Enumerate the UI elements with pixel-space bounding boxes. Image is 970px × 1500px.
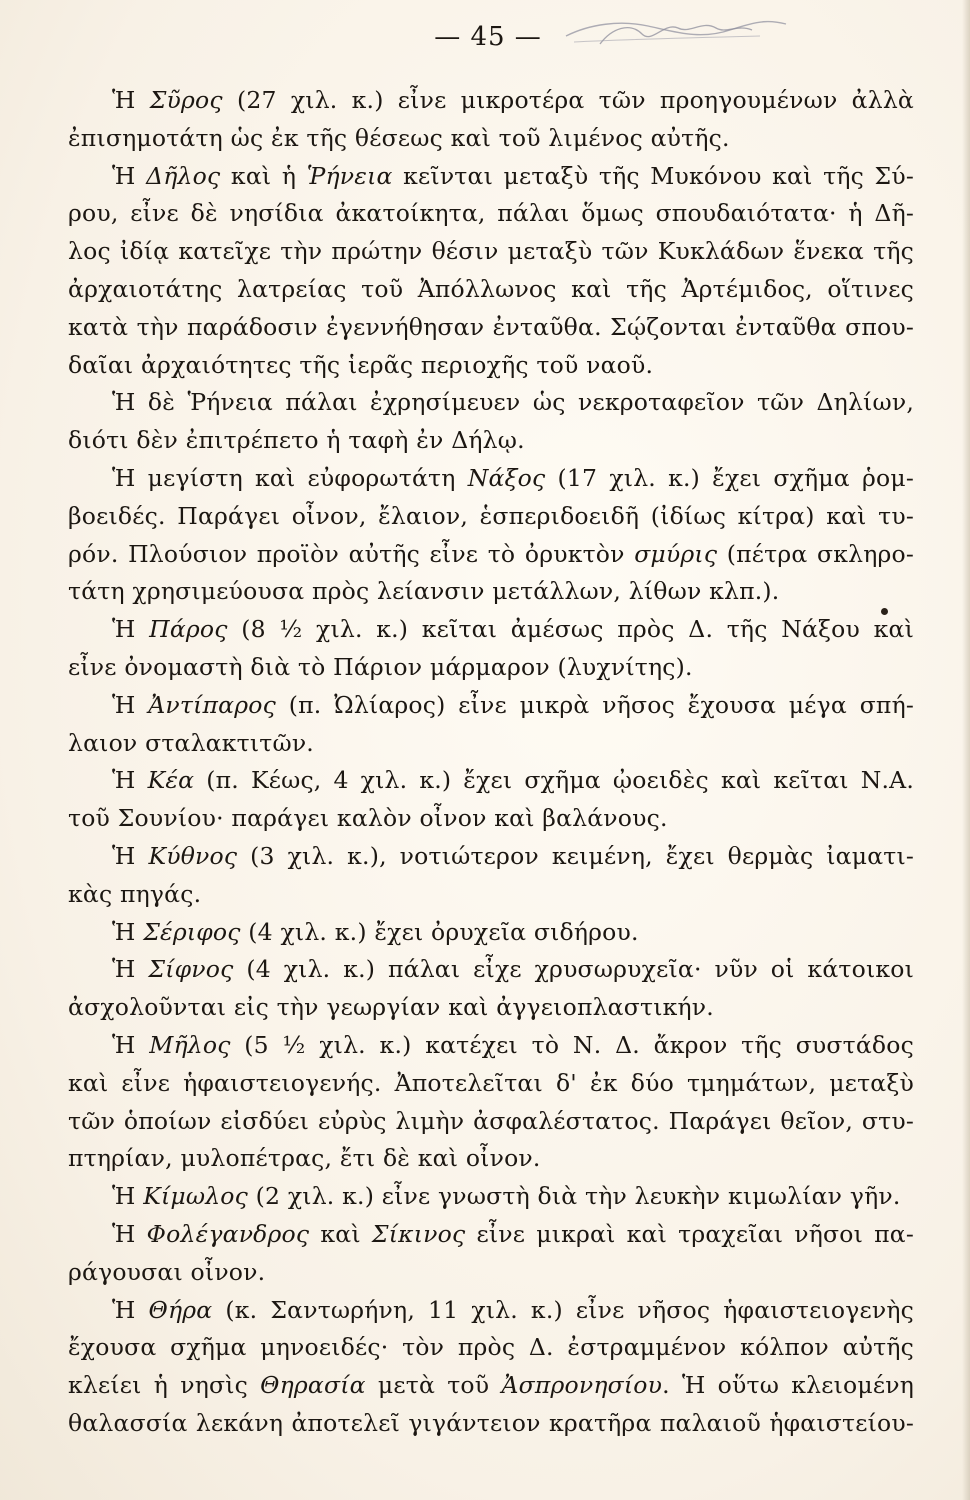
text-run: (π. Κέως, 4 χιλ. κ.) ἔχει σχῆμα ᾠοειδὲς καὶ κεῖται Ν.Α. xyxy=(194,766,914,795)
text-line xyxy=(68,762,914,800)
text-run: ἔχουσα σχῆμα μηνοειδές· τὸν πρὸς Δ. ἐστραμμένον κόλπον αὐτῆς xyxy=(68,1333,914,1362)
text-run: (17 χιλ. κ.) ἔχει σχῆμα ῥομ- xyxy=(545,463,914,492)
text-line xyxy=(68,687,914,725)
text-run: Ἡ xyxy=(112,841,149,870)
ink-spot xyxy=(881,608,888,615)
italic-place-name: Πάρος xyxy=(149,615,228,644)
italic-place-name: Φολέγανδρος xyxy=(146,1219,310,1248)
text-line xyxy=(68,573,914,611)
text-run: ἀρχαιοτάτης λατρείας τοῦ Ἀπόλλωνος καὶ τῆς Ἀρτέμιδος, οἵτινες xyxy=(68,274,914,303)
text-run: καὶ ἡ xyxy=(220,161,307,190)
text-line xyxy=(68,422,914,460)
text-run: Ἡ xyxy=(112,615,150,644)
text-run: Ἡ μεγίστη καὶ εὐφορωτάτη xyxy=(112,463,468,492)
text-run: κατὰ τὴν παράδοσιν ἐγεννήθησαν ἐνταῦθα. Σῴζονται ἐνταῦθα σπου- xyxy=(68,312,914,341)
text-line xyxy=(68,384,914,422)
body-text xyxy=(68,82,914,1443)
italic-place-name: Ἀντίπαρος xyxy=(148,690,276,719)
page-header xyxy=(0,14,970,58)
text-run: Ἡ δὲ Ῥήνεια πάλαι ἐχρησίμευεν ὡς νεκροταφεῖον τῶν Δηλίων, xyxy=(112,388,914,417)
text-run: βοειδές. Παράγει οἶνον, ἔλαιον, ἑσπεριδοειδῆ (ἰδίως κίτρα) καὶ τυ- xyxy=(68,501,914,530)
italic-place-name: Σίκινος xyxy=(371,1219,466,1248)
text-run: ράγουσαι οἶνον. xyxy=(68,1257,266,1286)
text-run: θαλασσία λεκάνη ἀποτελεῖ γιγάντειον κρατῆρα παλαιοῦ ἡφαιστείου- xyxy=(68,1408,914,1437)
text-run: τάτη χρησιμεύουσα πρὸς λείανσιν μετάλλων, λίθων κλπ.). xyxy=(68,577,780,606)
text-line xyxy=(68,271,914,309)
text-run: ἐπισημοτάτη ὡς ἐκ τῆς θέσεως καὶ τοῦ λιμένος αὐτῆς. xyxy=(68,123,730,152)
italic-place-name: Δῆλος xyxy=(146,161,221,190)
text-line xyxy=(68,838,914,876)
text-run: (27 χιλ. κ.) εἶνε μικροτέρα τῶν προηγουμένων ἀλλὰ xyxy=(222,86,914,114)
italic-place-name: Μῆλος xyxy=(149,1030,231,1059)
text-run: λαιον σταλακτιτῶν. xyxy=(68,728,314,757)
text-run: εἶνε μικραὶ καὶ τραχεῖαι νῆσοι πα- xyxy=(465,1219,914,1248)
text-run: Ἡ xyxy=(112,917,144,946)
text-run: (4 χιλ. κ.) ἔχει ὀρυχεῖα σιδήρου. xyxy=(240,917,639,946)
text-line xyxy=(68,725,914,763)
text-run: (πέτρα σκληρο- xyxy=(717,539,914,568)
text-line xyxy=(68,1065,914,1103)
text-line xyxy=(68,1367,914,1405)
text-line xyxy=(68,1292,914,1330)
text-run: κεῖνται μεταξὺ τῆς Μυκόνου καὶ τῆς Σύ- xyxy=(392,161,914,190)
text-run: Ἡ xyxy=(112,955,149,984)
text-run: μετὰ τοῦ xyxy=(365,1371,502,1400)
text-run: (π. Ὠλίαρος) εἶνε μικρὰ νῆσος ἔχουσα μέγα σπή- xyxy=(275,690,914,719)
italic-place-name: Νάξος xyxy=(467,463,546,492)
text-line xyxy=(68,1103,914,1141)
text-line xyxy=(68,347,914,385)
text-line xyxy=(68,1405,914,1443)
text-run: λος ἰδίᾳ κατεῖχε τὴν πρώτην θέσιν μεταξὺ τῶν Κυκλάδων ἕνεκα τῆς xyxy=(68,237,914,266)
text-line xyxy=(68,460,914,498)
text-run: . Ἡ οὕτω κλειομένη xyxy=(662,1371,914,1400)
text-run: ρου, εἶνε δὲ νησίδια ἀκατοίκητα, πάλαι ὅμως σπουδαιότατα· ἡ Δῆ- xyxy=(68,199,914,228)
text-run: Ἡ xyxy=(112,1182,144,1211)
text-run: Ἡ xyxy=(112,86,150,114)
text-line xyxy=(68,649,914,687)
handwritten-signature xyxy=(560,14,790,50)
text-line xyxy=(68,195,914,233)
text-line xyxy=(68,800,914,838)
text-line xyxy=(68,158,914,196)
text-run: Ἡ xyxy=(112,1295,149,1324)
text-line xyxy=(68,876,914,914)
text-line xyxy=(68,611,914,649)
text-run: πτηρίαν, μυλοπέτρας, ἔτι δὲ καὶ οἶνον. xyxy=(68,1144,541,1173)
text-run: ρόν. Πλούσιον προϊὸν αὐτῆς εἶνε τὸ ὀρυκτὸν xyxy=(68,539,635,568)
text-line xyxy=(68,1027,914,1065)
text-run: καὶ xyxy=(309,1219,372,1248)
text-line xyxy=(68,951,914,989)
italic-place-name: Κίμωλος xyxy=(143,1182,248,1211)
scan-edge-shadow xyxy=(962,0,970,1500)
italic-place-name: Σέριφος xyxy=(143,917,241,946)
text-run: Ἡ xyxy=(112,161,147,190)
italic-place-name: Ῥήνεια xyxy=(306,161,393,190)
text-run: Ἡ xyxy=(112,766,148,795)
italic-place-name: σμύρις xyxy=(634,539,718,568)
italic-place-name: Σίφνος xyxy=(148,955,234,984)
text-run: δαῖαι ἀρχαιότητες τῆς ἱερᾶς περιοχῆς τοῦ ναοῦ. xyxy=(68,350,654,379)
text-line xyxy=(68,1140,914,1178)
text-run: τῶν ὁποίων εἰσδύει εὐρὺς λιμὴν ἀσφαλέστατος. Παράγει θεῖον, στυ- xyxy=(68,1106,914,1135)
italic-place-name: Σῦρος xyxy=(149,86,223,114)
italic-place-name: Ἀσπρονησίου xyxy=(501,1371,663,1400)
text-line xyxy=(68,536,914,574)
text-line xyxy=(68,914,914,952)
italic-place-name: Κέα xyxy=(147,766,195,795)
text-line xyxy=(68,233,914,271)
text-run: (8 ½ χιλ. κ.) κεῖται ἀμέσως πρὸς Δ. τῆς Νάξου καὶ xyxy=(227,615,914,644)
text-line xyxy=(68,1178,914,1216)
text-run: Ἡ xyxy=(112,1030,150,1059)
text-run: διότι δὲν ἐπιτρέπετο ἡ ταφὴ ἐν Δήλῳ. xyxy=(68,426,525,455)
text-line xyxy=(68,309,914,347)
italic-place-name: Κύθνος xyxy=(148,841,238,870)
text-line xyxy=(68,82,914,120)
text-run: κλείει ἡ νησὶς xyxy=(68,1371,261,1400)
text-line xyxy=(68,1329,914,1367)
text-run: ἀσχολοῦνται εἰς τὴν γεωργίαν καὶ ἀγγειοπλαστικήν. xyxy=(68,993,714,1022)
text-run: (3 χιλ. κ.), νοτιώτερον κειμένη, ἔχει θερμὰς ἰαματι- xyxy=(237,841,914,870)
text-run: (κ. Σαντωρήνη, 11 χιλ. κ.) εἶνε νῆσος ἡφαιστειογενὴς xyxy=(212,1295,914,1324)
text-line xyxy=(68,1216,914,1254)
italic-place-name: Θήρα xyxy=(148,1295,213,1324)
text-run: (2 χιλ. κ.) εἶνε γνωστὴ διὰ τὴν λευκὴν κιμωλίαν γῆν. xyxy=(248,1182,901,1211)
text-line xyxy=(68,120,914,158)
italic-place-name: Θηρασία xyxy=(260,1371,366,1400)
text-run: (4 χιλ. κ.) πάλαι εἶχε χρυσωρυχεῖα· νῦν οἱ κάτοικοι xyxy=(233,955,914,984)
text-run: εἶνε ὀνομαστὴ διὰ τὸ Πάριον μάρμαρον (λυχνίτης). xyxy=(68,652,693,681)
text-run: κὰς πηγάς. xyxy=(68,879,202,908)
page-number: — 45 — xyxy=(434,22,542,52)
text-run: τοῦ Σουνίου· παράγει καλὸν οἶνον καὶ βαλάνους. xyxy=(68,804,668,833)
text-line xyxy=(68,498,914,536)
text-run: (5 ½ χιλ. κ.) κατέχει τὸ Ν. Δ. ἄκρον τῆς συστάδος xyxy=(230,1030,914,1059)
text-run: Ἡ xyxy=(112,1219,147,1248)
text-run: Ἡ xyxy=(112,690,149,719)
text-line xyxy=(68,1254,914,1292)
text-line xyxy=(68,989,914,1027)
text-run: καὶ εἶνε ἡφαιστειογενής. Ἀποτελεῖται δ' ἐκ δύο τμημάτων, μεταξὺ xyxy=(68,1068,914,1097)
